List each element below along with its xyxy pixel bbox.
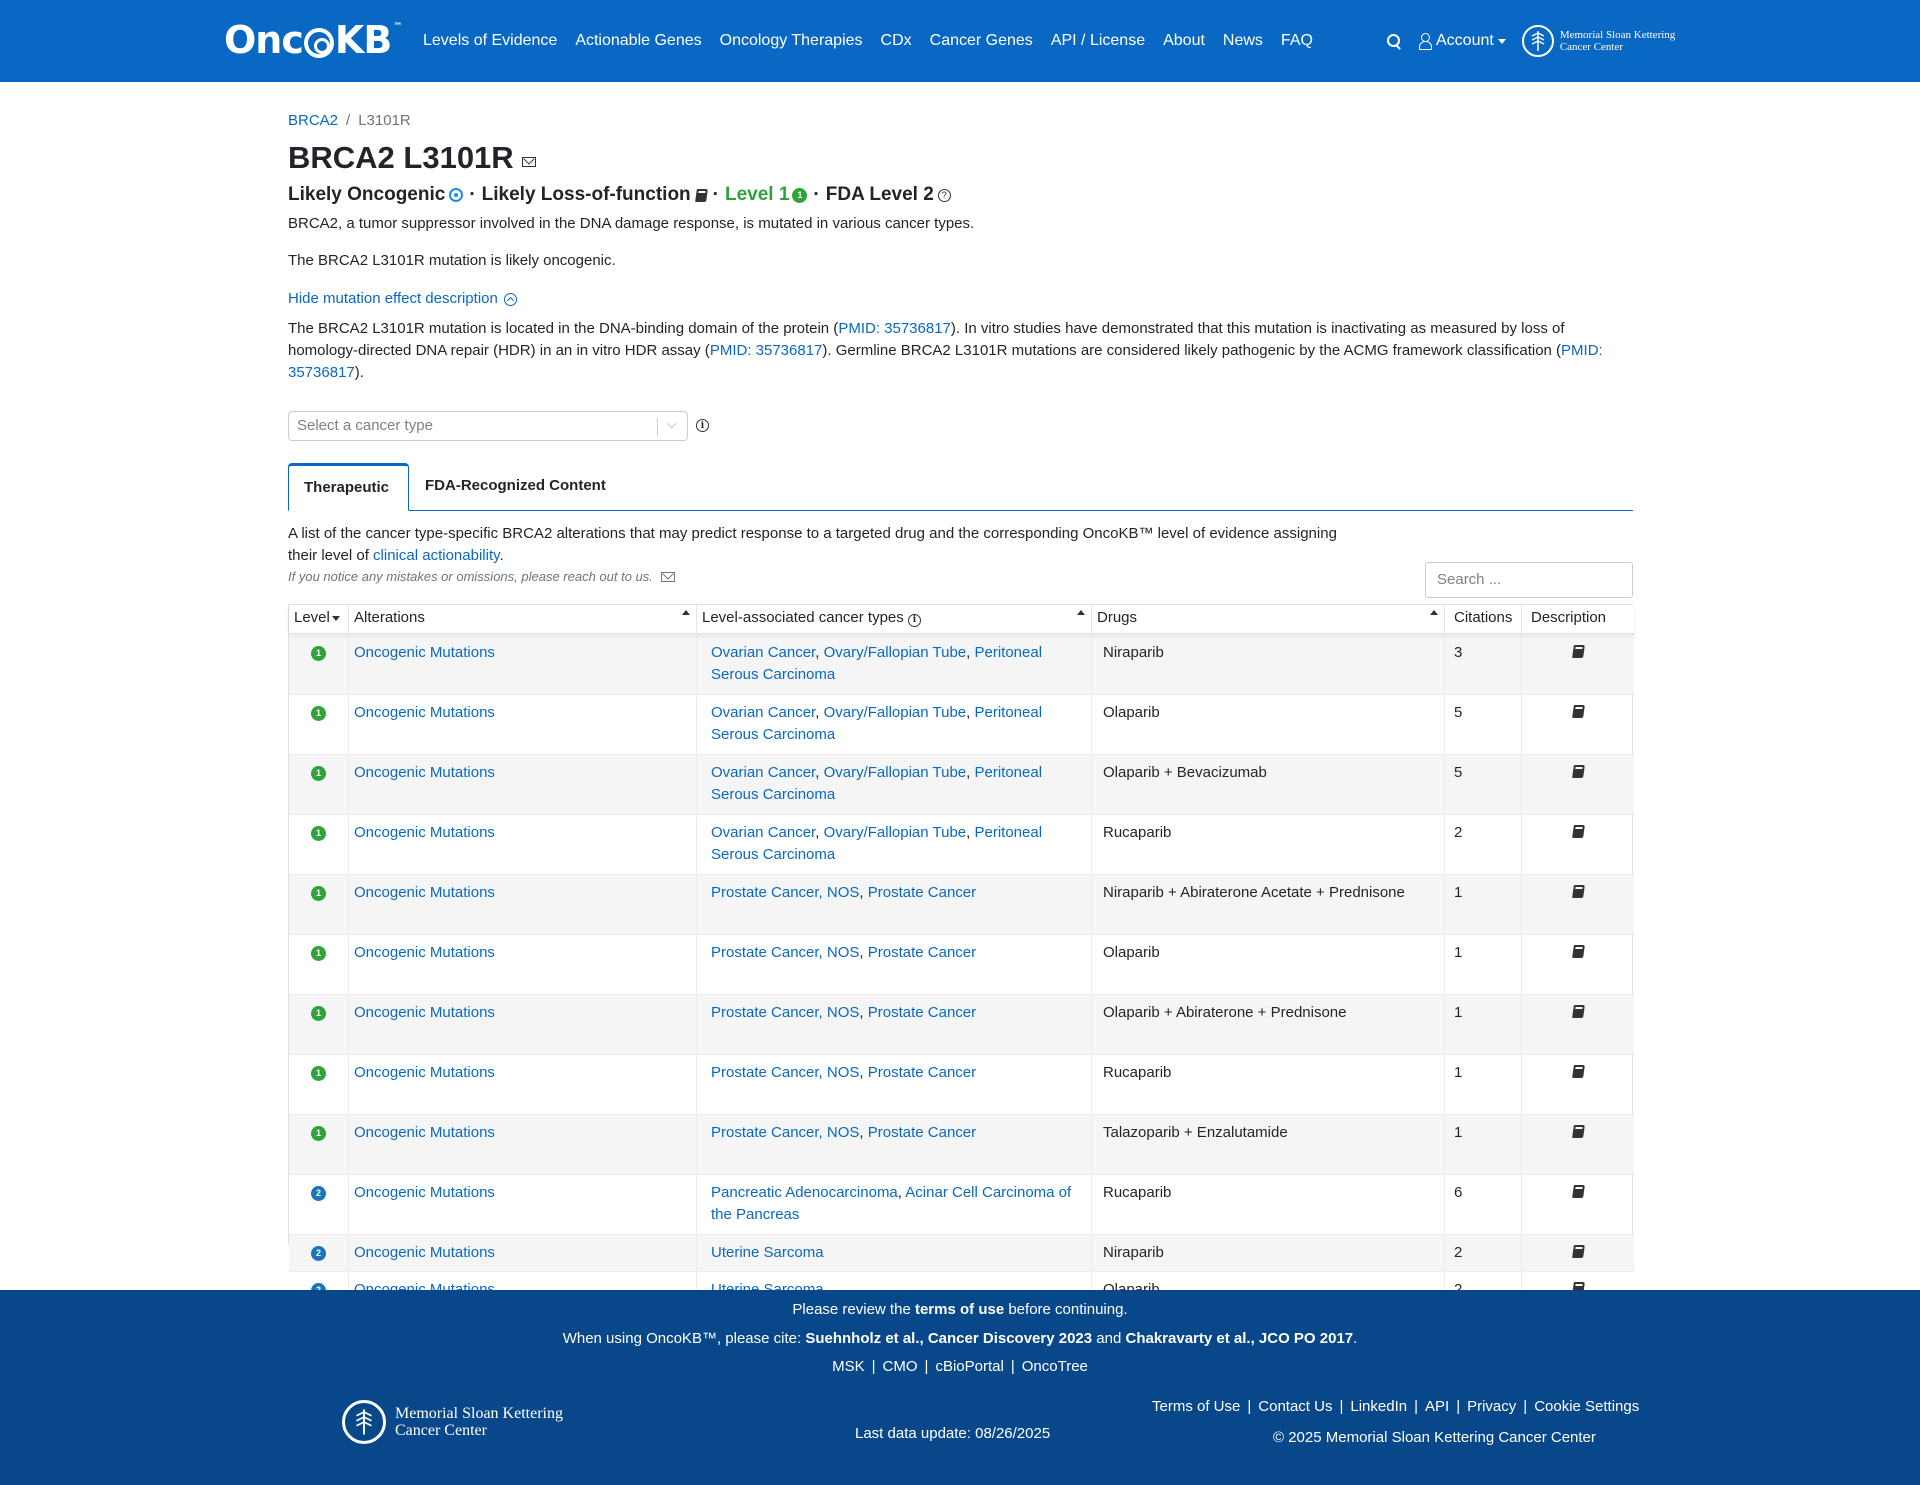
cancer-type-link[interactable]: Prostate Cancer, NOS: [711, 1124, 860, 1141]
description-cell: [1522, 875, 1634, 934]
fda-level-label: FDA Level 2: [825, 184, 934, 205]
cancer-types-cell: [697, 935, 1092, 994]
footer-msk-logo[interactable]: [342, 1400, 563, 1444]
book-icon[interactable]: [695, 189, 708, 202]
breadcrumb-current: L3101R: [358, 112, 411, 129]
citations-cell[interactable]: 1: [1445, 875, 1522, 934]
alteration-cell: [349, 1115, 697, 1174]
citations-cell[interactable]: 1: [1445, 1055, 1522, 1114]
level-2-icon[interactable]: 2: [311, 1186, 326, 1201]
level-cell: [289, 875, 349, 934]
mutation-effect-description: [288, 318, 1633, 384]
level-1-icon[interactable]: 1: [792, 188, 807, 203]
alteration-cell: [349, 1055, 697, 1114]
level-cell: [289, 995, 349, 1054]
sort-asc-icon: [1430, 610, 1438, 615]
description-cell: [1522, 815, 1634, 874]
reach-out-text: If you notice any mistakes or omissions, please reach out to us.: [288, 569, 653, 584]
nav-item-oncology-therapies[interactable]: Oncology Therapies: [719, 32, 863, 49]
cancer-type-link[interactable]: Peritoneal Serous Carcinoma: [711, 824, 1043, 863]
drugs-cell: Rucaparib: [1092, 815, 1445, 874]
footer-cite-and: and: [1092, 1330, 1126, 1347]
alteration-link[interactable]: Oncogenic Mutations: [354, 824, 495, 841]
effect-text-3: ). Germline BRCA2 L3101R mutations are considered likely pathogenic by the ACMG framework classification (: [822, 342, 1562, 359]
cancer-type-link[interactable]: Ovarian Cancer: [711, 704, 816, 721]
footer-link-cookie-settings[interactable]: Cookie Settings: [1534, 1398, 1640, 1415]
pmid-link[interactable]: PMID: 35736817: [288, 342, 1603, 381]
cancer-type-link[interactable]: Prostate Cancer, NOS: [711, 1004, 860, 1021]
alteration-cell: [349, 755, 697, 814]
footer-link-contact[interactable]: Contact Us: [1258, 1398, 1333, 1415]
footer-link-cmo[interactable]: CMO: [882, 1358, 918, 1375]
citations-cell[interactable]: 1: [1445, 995, 1522, 1054]
effect-text-1: The BRCA2 L3101R mutation is located in the DNA-binding domain of the protein (: [288, 320, 839, 337]
info-icon[interactable]: i: [696, 419, 709, 432]
alteration-link[interactable]: Oncogenic Mutations: [354, 1064, 495, 1081]
alteration-link[interactable]: Oncogenic Mutations: [354, 764, 495, 781]
level-cell: [289, 1235, 349, 1271]
level-cell: [289, 815, 349, 874]
logo-text-onc: Onc: [224, 18, 303, 62]
cancer-types-cell: [697, 875, 1092, 934]
column-header-level[interactable]: [289, 605, 349, 634]
footer-review-post: before continuing.: [1004, 1301, 1128, 1318]
book-icon[interactable]: [1572, 1245, 1585, 1258]
cancer-type-link[interactable]: Ovary/Fallopian Tube: [823, 764, 967, 781]
last-data-update: Last data update: 08/26/2025: [855, 1425, 1051, 1442]
table-intro-text: A list of the cancer type-specific BRCA2 alterations that may predict response to a targeted drug and the corresponding OncoKB™ level of evidence assigning their level of: [288, 525, 1337, 564]
comma-separator: ,: [966, 704, 975, 721]
alteration-cell: [349, 695, 697, 754]
cancer-types-cell: [697, 1235, 1092, 1271]
nav-menu: [414, 0, 1322, 82]
table-row: [289, 1235, 1634, 1272]
gene-summary: BRCA2, a tumor suppressor involved in the DNA damage response, is mutated in various cancer types.: [288, 215, 975, 232]
account-dropdown[interactable]: [1418, 32, 1506, 50]
drugs-cell: Rucaparib: [1092, 1175, 1445, 1234]
page-title-text: BRCA2 L3101R: [288, 140, 514, 175]
chevron-down-icon[interactable]: [657, 418, 687, 436]
footer-separator: |: [1247, 1398, 1252, 1415]
citations-cell[interactable]: 2: [1445, 815, 1522, 874]
pmid-link[interactable]: PMID: 35736817: [709, 342, 823, 359]
table-row: [289, 815, 1634, 875]
footer-msk-line1: Memorial Sloan Kettering: [395, 1405, 563, 1422]
clinical-actionability-link[interactable]: clinical actionability: [373, 547, 500, 564]
nav-right: [1378, 0, 1675, 82]
alteration-link[interactable]: Oncogenic Mutations: [354, 1004, 495, 1021]
level-cell: [289, 1055, 349, 1114]
column-header-citations[interactable]: [1445, 605, 1522, 634]
msk-emblem-icon: [342, 1400, 386, 1444]
table-row: [289, 995, 1634, 1055]
book-icon[interactable]: [1572, 885, 1585, 898]
citations-cell[interactable]: 2: [1445, 1235, 1522, 1271]
drugs-cell: Niraparib: [1092, 635, 1445, 694]
footer-review-notice: [0, 1301, 1920, 1318]
effect-text-4: ).: [354, 364, 364, 381]
cancer-type-select[interactable]: [288, 411, 688, 441]
footer-link-oncotree[interactable]: OncoTree: [1021, 1358, 1088, 1375]
table-row: [289, 1115, 1634, 1175]
citations-cell[interactable]: 1: [1445, 1115, 1522, 1174]
comma-separator: ,: [859, 1004, 868, 1021]
book-icon[interactable]: [1572, 1125, 1585, 1138]
column-header-cancer-types[interactable]: [697, 605, 1092, 634]
comma-separator: ,: [859, 884, 868, 901]
footer-link-terms[interactable]: Terms of Use: [1152, 1398, 1241, 1415]
description-cell: [1522, 1055, 1634, 1114]
table-search-input[interactable]: Search ...: [1425, 562, 1633, 598]
level-1-icon[interactable]: 1: [311, 886, 326, 901]
search-icon[interactable]: [1378, 26, 1408, 56]
chevron-up-circle-icon: [504, 293, 517, 306]
drugs-cell: Olaparib + Bevacizumab: [1092, 755, 1445, 814]
description-cell: [1522, 755, 1634, 814]
table-row: [289, 875, 1634, 935]
pmid-link[interactable]: PMID: 35736817: [838, 320, 951, 337]
dot-separator: ·: [813, 184, 820, 205]
drugs-cell: Rucaparib: [1092, 1055, 1445, 1114]
book-icon[interactable]: [1572, 945, 1585, 958]
level-1-icon[interactable]: 1: [311, 946, 326, 961]
level-2-icon[interactable]: 2: [311, 1246, 326, 1261]
alteration-link[interactable]: Oncogenic Mutations: [354, 644, 495, 661]
cancer-types-cell: [697, 995, 1092, 1054]
oncokb-logo[interactable]: [224, 18, 401, 64]
cancer-type-link[interactable]: Uterine Sarcoma: [711, 1244, 824, 1261]
header-description-label: Description: [1531, 609, 1607, 626]
sort-asc-icon: [682, 610, 690, 615]
hide-description-toggle[interactable]: [288, 288, 517, 310]
book-icon[interactable]: [1572, 1005, 1585, 1018]
alteration-cell: [349, 875, 697, 934]
alteration-cell: [349, 1235, 697, 1271]
drugs-cell: Niraparib: [1092, 1235, 1445, 1271]
table-row: [289, 1055, 1634, 1115]
header-citations-label: Citations: [1454, 609, 1513, 626]
level-cell: [289, 635, 349, 694]
cancer-type-link[interactable]: Prostate Cancer: [867, 1124, 977, 1141]
citations-cell[interactable]: 6: [1445, 1175, 1522, 1234]
footer-msk-line2: Cancer Center: [395, 1422, 487, 1439]
header-cancer-types-label: Level-associated cancer types: [702, 609, 904, 626]
dot-separator: ·: [712, 184, 719, 205]
cancer-type-link[interactable]: Ovarian Cancer: [711, 644, 816, 661]
book-icon[interactable]: [1572, 645, 1585, 658]
highest-level-label: Level 1: [724, 184, 790, 205]
question-icon[interactable]: ?: [938, 189, 951, 202]
footer-separator: |: [1523, 1398, 1528, 1415]
cancer-type-placeholder: Select a cancer type: [297, 417, 433, 434]
description-cell: [1522, 1115, 1634, 1174]
table-row: [289, 695, 1634, 755]
citations-cell[interactable]: 5: [1445, 755, 1522, 814]
book-icon[interactable]: [1572, 1185, 1585, 1198]
table-row: [289, 755, 1634, 815]
drugs-cell: Olaparib: [1092, 695, 1445, 754]
description-cell: [1522, 1175, 1634, 1234]
comma-separator: ,: [859, 1064, 868, 1081]
logo-text-kb: KB: [334, 18, 392, 62]
alteration-cell: [349, 1175, 697, 1234]
table-body: [289, 635, 1634, 1383]
citations-cell[interactable]: 5: [1445, 695, 1522, 754]
alteration-link[interactable]: Oncogenic Mutations: [354, 1124, 495, 1141]
breadcrumb-separator: /: [346, 112, 351, 129]
msk-logo-line2: Cancer Center: [1559, 41, 1624, 53]
cancer-types-cell: [697, 755, 1092, 814]
footer-link-msk[interactable]: MSK: [832, 1358, 865, 1375]
sort-desc-icon: [332, 616, 340, 621]
book-icon[interactable]: [1572, 705, 1585, 718]
envelope-icon[interactable]: [661, 572, 675, 582]
tab-fda-recognized-content[interactable]: FDA-Recognized Content: [425, 477, 606, 494]
reach-out-note: [288, 569, 675, 584]
level-cell: [289, 1115, 349, 1174]
drugs-cell: Niraparib + Abiraterone Acetate + Prednisone: [1092, 875, 1445, 934]
level-cell: [289, 695, 349, 754]
table-intro-end: .: [499, 547, 504, 564]
tab-therapeutic[interactable]: Therapeutic: [288, 463, 409, 511]
cancer-type-link[interactable]: Pancreatic Adenocarcinoma: [711, 1184, 898, 1201]
comma-separator: ,: [966, 644, 975, 661]
cancer-type-link[interactable]: Prostate Cancer: [867, 1064, 977, 1081]
footer-citation: [0, 1330, 1920, 1347]
comma-separator: ,: [859, 1124, 868, 1141]
footer-separator: |: [1414, 1398, 1418, 1415]
alteration-cell: [349, 935, 697, 994]
envelope-icon[interactable]: [522, 157, 536, 167]
terms-of-use-link[interactable]: terms of use: [914, 1301, 1005, 1318]
description-cell: [1522, 635, 1634, 694]
comma-separator: ,: [966, 764, 975, 781]
cancer-type-link[interactable]: Ovarian Cancer: [711, 824, 816, 841]
cancer-type-link[interactable]: Prostate Cancer: [867, 944, 977, 961]
cancer-type-link[interactable]: Prostate Cancer, NOS: [711, 944, 860, 961]
nav-item-cdx[interactable]: CDx: [880, 32, 912, 49]
header-alterations-label: Alterations: [354, 609, 425, 626]
drugs-cell: Olaparib + Abiraterone + Prednisone: [1092, 995, 1445, 1054]
cancer-type-link[interactable]: Prostate Cancer, NOS: [711, 1064, 860, 1081]
copyright: © 2025 Memorial Sloan Kettering Cancer Center: [1273, 1429, 1596, 1446]
alteration-link[interactable]: Oncogenic Mutations: [354, 1184, 495, 1201]
comma-separator: ,: [815, 644, 824, 661]
level-1-icon[interactable]: 1: [311, 1126, 326, 1141]
footer-link-privacy[interactable]: Privacy: [1467, 1398, 1517, 1415]
description-cell: [1522, 935, 1634, 994]
info-icon[interactable]: i: [908, 614, 921, 627]
effect-text-2: ). In vitro studies have demonstrated that this mutation is inactivating as measured by loss of homology-directed DNA repair (HDR) in an in vitro HDR assay (: [288, 320, 1565, 359]
mutation-summary: The BRCA2 L3101R mutation is likely oncogenic.: [288, 252, 616, 269]
oncogenicity-label: Likely Oncogenic: [288, 184, 446, 205]
table-header: [289, 605, 1634, 634]
nav-item-api-license[interactable]: API / License: [1050, 32, 1146, 49]
footer: [0, 1290, 1920, 1485]
comma-separator: ,: [815, 824, 824, 841]
dot-separator: ·: [469, 184, 476, 205]
footer-partner-links: [0, 1358, 1920, 1375]
table-row: [289, 935, 1634, 995]
logo-tm: ™: [393, 22, 402, 32]
nav-item-actionable-genes[interactable]: Actionable Genes: [575, 32, 702, 49]
user-icon: [1418, 33, 1432, 49]
footer-cite-end: .: [1353, 1330, 1358, 1347]
cancer-type-link[interactable]: Peritoneal Serous Carcinoma: [711, 704, 1043, 743]
cancer-types-cell: [697, 1115, 1092, 1174]
cancer-type-link[interactable]: Prostate Cancer, NOS: [711, 884, 860, 901]
footer-link-linkedin[interactable]: LinkedIn: [1350, 1398, 1408, 1415]
level-1-icon[interactable]: 1: [311, 766, 326, 781]
drugs-cell: Talazoparib + Enzalutamide: [1092, 1115, 1445, 1174]
alteration-link[interactable]: Oncogenic Mutations: [354, 944, 495, 961]
page-title: [288, 140, 536, 176]
nav-item-news[interactable]: News: [1222, 32, 1263, 49]
msk-logo-text: [1560, 29, 1675, 53]
footer-separator: |: [871, 1358, 876, 1375]
hide-description-link[interactable]: Hide mutation effect description: [288, 290, 498, 307]
comma-separator: ,: [815, 764, 824, 781]
description-cell: [1522, 1235, 1634, 1271]
breadcrumb-gene-link[interactable]: BRCA2: [288, 112, 339, 129]
msk-logo[interactable]: [1522, 25, 1675, 57]
level-1-icon[interactable]: 1: [311, 826, 326, 841]
level-cell: [289, 755, 349, 814]
level-cell: [289, 935, 349, 994]
footer-separator: |: [1010, 1358, 1015, 1375]
footer-cite-pre: When using OncoKB™, please cite:: [562, 1330, 806, 1347]
nav-item-levels-of-evidence[interactable]: Levels of Evidence: [423, 32, 558, 49]
column-header-drugs[interactable]: [1092, 605, 1445, 634]
footer-review-pre: Please review the: [792, 1301, 915, 1318]
footer-separator: |: [1339, 1398, 1344, 1415]
header-drugs-label: Drugs: [1097, 609, 1138, 626]
cancer-types-cell: [697, 1175, 1092, 1234]
cancer-type-link[interactable]: Acinar Cell Carcinoma of the Pancreas: [711, 1184, 1072, 1223]
alteration-link[interactable]: Oncogenic Mutations: [354, 1244, 495, 1261]
footer-link-api[interactable]: API: [1425, 1398, 1450, 1415]
table-row: [289, 1175, 1634, 1235]
level-cell: [289, 1175, 349, 1234]
column-header-alterations[interactable]: [349, 605, 697, 634]
column-header-description: [1522, 605, 1634, 634]
nav-item-about[interactable]: About: [1163, 32, 1205, 49]
tab-bar: [288, 463, 1633, 511]
alteration-summary-line: [288, 184, 951, 206]
oncogenic-target-icon[interactable]: [449, 188, 463, 202]
footer-msk-text: [395, 1405, 563, 1439]
top-navbar: [0, 0, 1920, 82]
alteration-cell: [349, 815, 697, 874]
cancer-type-link[interactable]: Peritoneal Serous Carcinoma: [711, 644, 1043, 683]
nav-item-faq[interactable]: FAQ: [1280, 32, 1313, 49]
level-1-icon[interactable]: 1: [311, 1006, 326, 1021]
comma-separator: ,: [859, 944, 868, 961]
caret-down-icon: [1498, 39, 1506, 44]
msk-logo-line1: Memorial Sloan Kettering: [1559, 29, 1676, 41]
cancer-type-link[interactable]: Peritoneal Serous Carcinoma: [711, 764, 1043, 803]
nav-item-cancer-genes[interactable]: Cancer Genes: [929, 32, 1033, 49]
cancer-types-cell: [697, 815, 1092, 874]
cancer-type-link[interactable]: Ovarian Cancer: [711, 764, 816, 781]
msk-emblem-icon: [1522, 25, 1554, 57]
table-row: [289, 635, 1634, 695]
breadcrumb: [288, 112, 411, 129]
logo-target-icon: [304, 28, 334, 58]
alteration-link[interactable]: Oncogenic Mutations: [354, 704, 495, 721]
cancer-type-link[interactable]: Ovary/Fallopian Tube: [823, 644, 967, 661]
cancer-type-link[interactable]: Prostate Cancer: [867, 1004, 977, 1021]
cancer-type-link[interactable]: Ovary/Fallopian Tube: [823, 824, 967, 841]
account-label: Account: [1436, 32, 1494, 49]
description-cell: [1522, 995, 1634, 1054]
alteration-link[interactable]: Oncogenic Mutations: [354, 884, 495, 901]
citation-chakravarty[interactable]: Chakravarty et al., JCO PO 2017: [1125, 1330, 1354, 1347]
therapeutic-table: [288, 604, 1633, 1261]
cancer-types-cell: [697, 635, 1092, 694]
mutation-effect-label: Likely Loss-of-function: [481, 184, 691, 205]
citations-cell[interactable]: 3: [1445, 635, 1522, 694]
cancer-types-cell: [697, 695, 1092, 754]
footer-link-cbioportal[interactable]: cBioPortal: [935, 1358, 1004, 1375]
level-1-icon[interactable]: 1: [311, 706, 326, 721]
level-1-icon[interactable]: 1: [311, 1066, 326, 1081]
citation-suehnholz[interactable]: Suehnholz et al., Cancer Discovery 2023: [805, 1330, 1093, 1347]
alteration-cell: [349, 635, 697, 694]
book-icon[interactable]: [1572, 1065, 1585, 1078]
comma-separator: ,: [897, 1184, 906, 1201]
cancer-types-cell: [697, 1055, 1092, 1114]
footer-separator: |: [1456, 1398, 1461, 1415]
comma-separator: ,: [966, 824, 975, 841]
comma-separator: ,: [815, 704, 824, 721]
footer-separator: |: [924, 1358, 929, 1375]
drugs-cell: Olaparib: [1092, 935, 1445, 994]
description-cell: [1522, 695, 1634, 754]
sort-asc-icon: [1077, 610, 1085, 615]
alteration-cell: [349, 995, 697, 1054]
cancer-type-link[interactable]: Ovary/Fallopian Tube: [823, 704, 967, 721]
table-intro: [288, 523, 1368, 567]
header-level-label: Level: [294, 609, 330, 626]
citations-cell[interactable]: 1: [1445, 935, 1522, 994]
book-icon[interactable]: [1572, 765, 1585, 778]
level-1-icon[interactable]: 1: [311, 646, 326, 661]
cancer-type-link[interactable]: Prostate Cancer: [867, 884, 977, 901]
book-icon[interactable]: [1572, 825, 1585, 838]
footer-right-links: [1152, 1398, 1672, 1415]
